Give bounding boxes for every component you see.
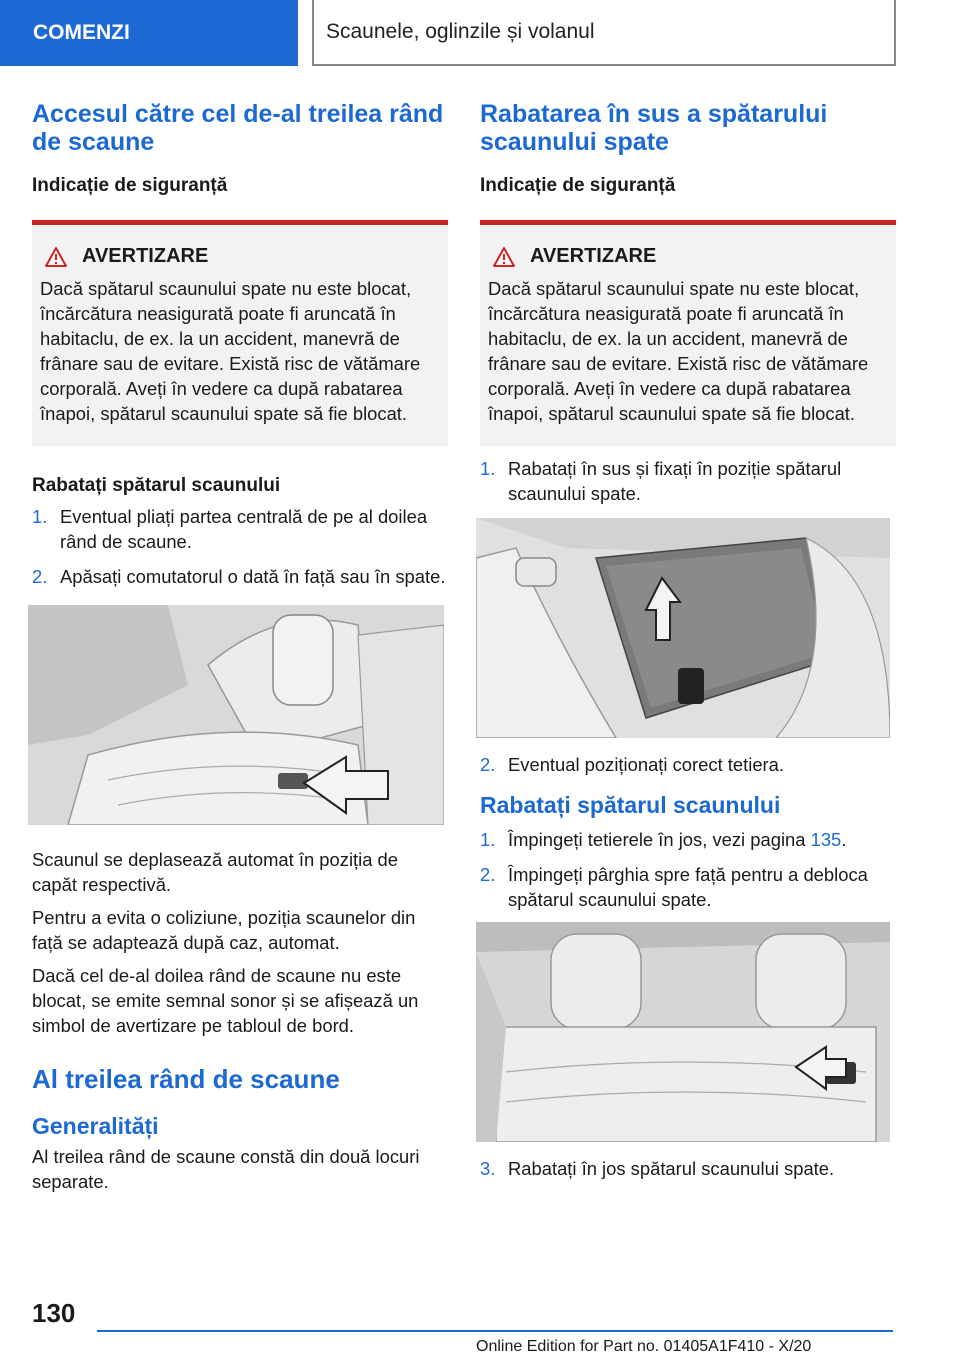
warning-text: Dacă spătarul scaunului spate nu este blocat, încărcătura neasigurată poate fi aruncată în habitaclu, de ex. la un accident, manevră de frânare sau de evitare. Există risc de vătămare corporală. Aveți în vedere ca după rabatarea înapoi, spătarul scaunului spate să fie blocat. [488,278,869,424]
fold-heading: Rabatați spătarul scaunului [32,475,281,496]
left-column [32,100,448,1194]
paragraph: Scaunul se deplasează automat în poziția de capăt respectivă. [32,849,399,895]
general-title: Generalități [32,1113,159,1139]
page-number: 130 [32,1298,76,1328]
paragraph: Pentru a evita o coliziune, poziția scaunelor din față se adaptează după caz, automat. [32,907,416,953]
general-text: Al treilea rând de scaune constă din două locuri separate. [32,1146,420,1192]
list-item: 2. Apăsați comutatorul o dată în față sau în spate. [32,566,446,587]
list-item: 3. Rabatați în jos spătarul scaunului spate. [480,1158,835,1179]
raise-steps [480,456,896,506]
warning-box [32,220,448,446]
third-row-title: Al treilea rând de scaune [32,1064,340,1094]
fold-steps-cont [480,1156,896,1181]
list-item: 1. Rabatați în sus și fixați în poziție spătarul scaunului spate. [480,458,842,504]
safety-heading: Indicație de siguranță [32,175,228,196]
raise-steps-cont [480,752,896,777]
warning-header [40,245,442,268]
warning-label: AVERTIZARE [530,245,657,267]
warning-triangle-icon [44,246,68,268]
backrest-raise-photo [476,518,890,738]
list-item: 1. Eventual pliați partea centrală de pe al doilea rând de scaune. [32,506,428,552]
page-link[interactable]: 135 [810,829,842,850]
headrest-lever-photo [476,922,890,1142]
list-item: 1. Împingeți tetierele în jos, vezi pagina 135. [480,829,847,850]
warning-box [480,220,896,446]
chapter-title: Scaunele, oglinzile și volanul [312,0,896,66]
section-title-access: Accesul către cel de-al treilea rând de scaune [32,100,444,156]
section-title-raise: Rabatarea în sus a spătarului scaunului spate [480,100,828,156]
fold-title: Rabatați spătarul scaunului [480,792,781,818]
safety-heading: Indicație de siguranță [480,175,676,196]
fold-steps [480,827,896,912]
warning-label: AVERTIZARE [82,245,209,267]
warning-triangle-icon [492,246,516,268]
footer-divider [97,1330,893,1332]
section-tab: COMENZI [0,0,298,66]
warning-header [488,245,890,268]
warning-text: Dacă spătarul scaunului spate nu este blocat, încărcătura neasigurată poate fi aruncată în habitaclu, de ex. la un accident, manevră de frânare sau de evitare. Există risc de vătămare corporală. Aveți în vedere ca după rabatarea înapoi, spătarul scaunului spate să fie blocat. [40,278,421,424]
paragraph: Dacă cel de-al doilea rând de scaune nu este blocat, se emite semnal sonor și se afișează un simbol de avertizare pe tabloul de bord. [32,965,419,1036]
fold-steps [32,504,448,589]
list-item: 2. Eventual poziționați corect tetiera. [480,754,785,775]
list-item: 2. Împingeți pârghia spre față pentru a debloca spătarul scaunului spate. [480,864,868,910]
seat-switch-photo [28,605,444,825]
right-column [480,100,896,1191]
edition-note: Online Edition for Part no. 01405A1F410 - X/20 [476,1338,812,1355]
